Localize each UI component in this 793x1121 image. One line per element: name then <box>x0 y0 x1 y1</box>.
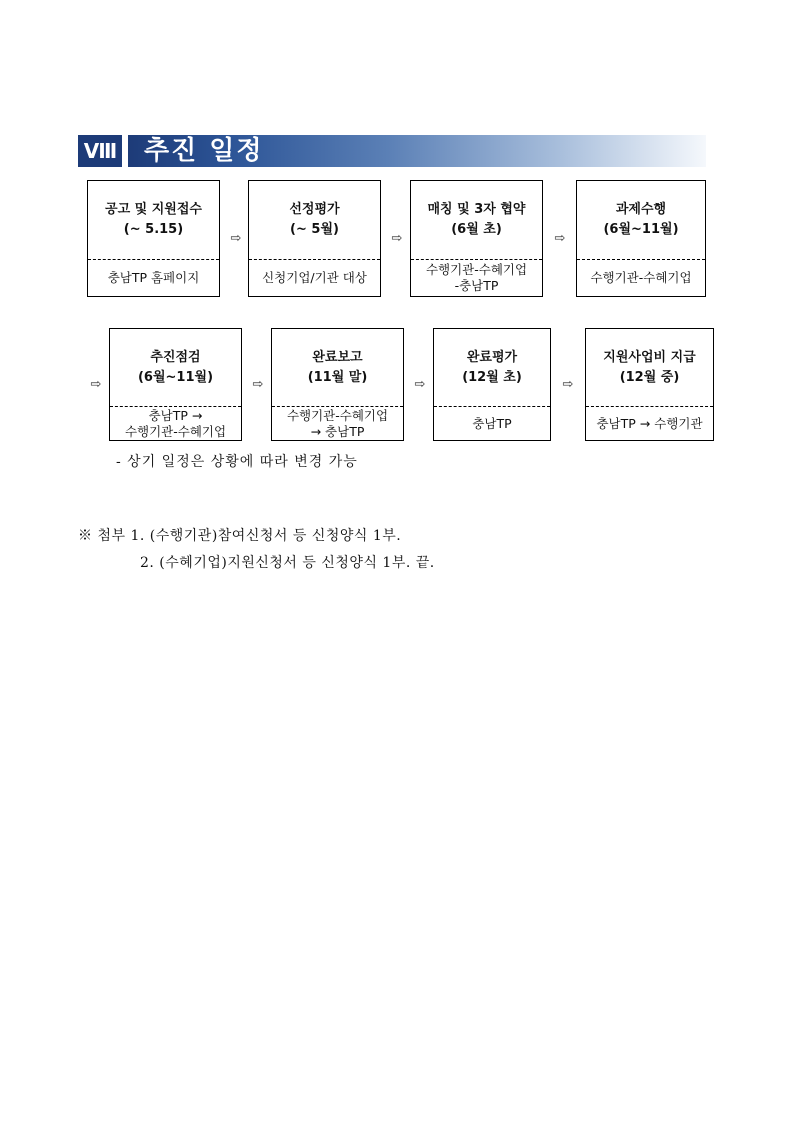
schedule-step-completion-report <box>271 328 404 441</box>
step-owner: 신청기업/기관 대상 <box>262 270 367 285</box>
step-owner: 충남TP → 수행기관-수혜기업 <box>124 407 227 439</box>
step-owner: 수행기관-수혜기업 <box>590 270 692 285</box>
schedule-step-execution <box>576 180 706 297</box>
step-owner: 수행기관-수혜기업 -충남TP <box>425 262 528 293</box>
attachment-line-1: ※ 첨부 1. (수행기관)참여신청서 등 신청양식 1부. <box>78 528 402 544</box>
schedule-step-payment <box>585 328 714 441</box>
step-title: 완료평가 (12월 초) <box>434 329 550 407</box>
step-title: 지원사업비 지급 (12월 중) <box>586 329 713 407</box>
flow-arrow-icon: ⇨ <box>391 231 403 246</box>
step-title: 선정평가 (~ 5월) <box>249 181 380 260</box>
schedule-step-announcement <box>87 180 220 297</box>
step-owner: 충남TP <box>472 415 512 431</box>
schedule-step-matching <box>410 180 543 297</box>
step-title: 매칭 및 3자 협약 (6월 초) <box>411 181 542 260</box>
step-title: 완료보고 (11월 말) <box>272 329 403 407</box>
flow-arrow-icon: ⇨ <box>414 377 426 392</box>
step-title: 추진점검 (6월~11월) <box>110 329 241 407</box>
flow-arrow-icon: ⇨ <box>554 231 566 246</box>
step-owner: 수행기관-수혜기업 → 충남TP <box>286 407 389 439</box>
step-title: 과제수행 (6월~11월) <box>577 181 705 260</box>
section-title: 추진 일정 <box>144 136 264 166</box>
step-title: 공고 및 지원접수 (~ 5.15) <box>88 181 219 260</box>
schedule-note: - 상기 일정은 상황에 따라 변경 가능 <box>116 454 358 470</box>
flow-arrow-icon: ⇨ <box>252 377 264 392</box>
section-title-bar <box>128 135 706 167</box>
section-header <box>78 135 706 167</box>
flow-arrow-icon: ⇨ <box>230 231 242 246</box>
flow-arrow-icon: ⇨ <box>90 377 102 392</box>
flow-arrow-icon: ⇨ <box>562 377 574 392</box>
section-number: Ⅷ <box>78 135 122 167</box>
step-owner: 충남TP → 수행기관 <box>596 415 703 431</box>
schedule-step-selection <box>248 180 381 297</box>
schedule-step-inspection <box>109 328 242 441</box>
step-owner: 충남TP 홈페이지 <box>107 270 200 285</box>
attachment-line-2: 2. (수혜기업)지원신청서 등 신청양식 1부. 끝. <box>140 555 435 571</box>
schedule-step-completion-evaluation <box>433 328 551 441</box>
